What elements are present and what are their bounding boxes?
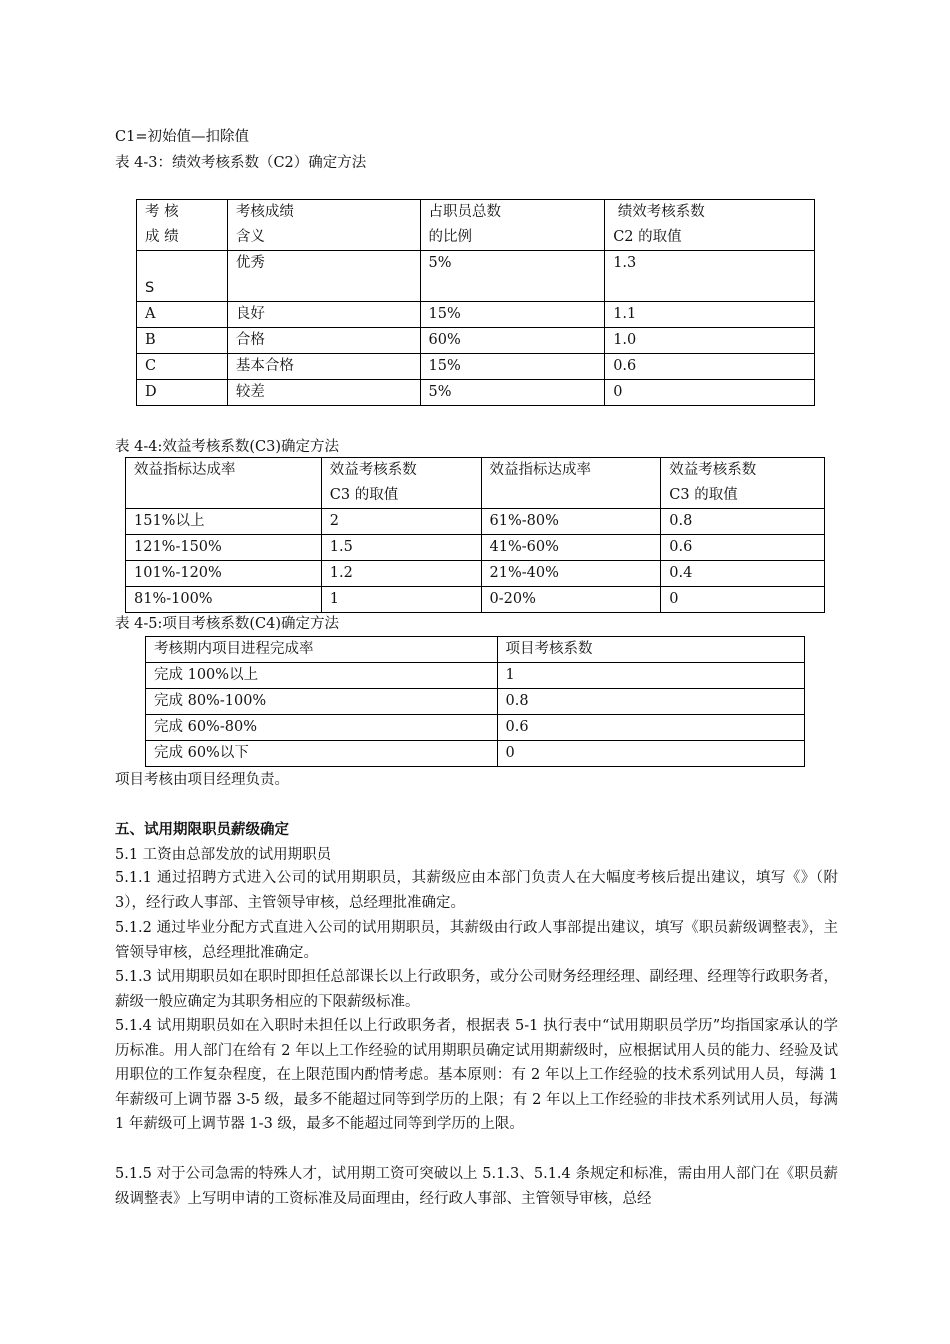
table-row — [137, 328, 815, 354]
table44-caption: 表 4-4:效益考核系数(C3)确定方法 — [115, 439, 339, 455]
table-4-3 — [136, 199, 815, 406]
header-cell: 效益考核系数 C3 的取值 — [661, 458, 825, 509]
coefficient-cell: 0.6 — [661, 535, 825, 561]
grade-cell: C — [137, 354, 228, 380]
paragraph-5-1-1: 5.1.1 通过招聘方式进入公司的试用期职员，其薪级应由本部门负责人在大幅度考核后提出建议，填写《》（附 3），经行政人事部、主管领导审核，总经理批准确定。 — [115, 870, 838, 911]
coefficient-cell: 0.6 — [497, 715, 805, 741]
coefficient-cell: 0.4 — [661, 561, 825, 587]
header-cell: 项目考核系数 — [497, 637, 805, 663]
ratio-cell: 5% — [420, 251, 605, 302]
rate-cell: 151%以上 — [126, 509, 322, 535]
c1-formula: C1=初始值—扣除值 — [115, 129, 249, 145]
table-row — [146, 741, 805, 767]
coefficient-cell: 1.5 — [321, 535, 481, 561]
progress-cell: 完成 80%-100% — [146, 689, 498, 715]
grade-cell: A — [137, 302, 228, 328]
table-row — [146, 663, 805, 689]
table-row — [137, 251, 815, 302]
meaning-cell: 基本合格 — [227, 354, 420, 380]
meaning-cell: 合格 — [227, 328, 420, 354]
table-header-row — [126, 458, 825, 509]
table-header-row — [146, 637, 805, 663]
meaning-cell: 优秀 — [227, 251, 420, 302]
paragraph-5-1: 5.1 工资由总部发放的试用期职员 — [115, 847, 332, 863]
table-row — [146, 715, 805, 741]
table-row — [137, 354, 815, 380]
coefficient-cell: 2 — [321, 509, 481, 535]
table-row — [126, 535, 825, 561]
rate-cell: 81%-100% — [126, 587, 322, 613]
coefficient-cell: 0 — [661, 587, 825, 613]
header-cell: 考核期内项目进程完成率 — [146, 637, 498, 663]
progress-cell: 完成 60%以下 — [146, 741, 498, 767]
header-cell: 效益指标达成率 — [126, 458, 322, 509]
coefficient-cell: 0.8 — [497, 689, 805, 715]
grade-cell: D — [137, 380, 228, 406]
table-row — [126, 561, 825, 587]
paragraph-5-1-4: 5.1.4 试用期职员如在入职时未担任以上行政职务者，根据表 5-1 执行表中“试用期职员学历”均指国家承认的学历标准。用人部门在给有 2 年以上工作经验的试用期职员确定试用期薪级时，应根据试用人员的能力、经验及试用职位的工作复杂程度，在上限范围内酌情考虑。基本原则：有 2 年以上工作经验的技术系列试用人员，每满 1 年薪级可上调节器 3-5 级，最多不能超过同等到学历的上限；有 2 年以上工作经验的非技术系列试用人员，每满 1 年薪级可上调节器 1-3 级，最多不能超过同等到学历的上限。 — [115, 1018, 838, 1133]
section-title: 五、试用期限职员薪级确定 — [115, 822, 289, 838]
ratio-cell: 60% — [420, 328, 605, 354]
paragraph-5-1-5: 5.1.5 对于公司急需的特殊人才，试用期工资可突破以上 5.1.3、5.1.4 条规定和标准，需由用人部门在《职员薪级调整表》上写明申请的工资标准及局面理由，经行政人事部、主管领导审核，总经 — [115, 1166, 838, 1207]
table-header-row — [137, 200, 815, 251]
coefficient-cell: 1.2 — [321, 561, 481, 587]
grade-cell: S — [137, 251, 228, 302]
ratio-cell: 5% — [420, 380, 605, 406]
table-row — [126, 509, 825, 535]
table-row — [146, 689, 805, 715]
coefficient-cell: 1 — [321, 587, 481, 613]
rate-cell: 61%-80% — [481, 509, 661, 535]
rate-cell: 101%-120% — [126, 561, 322, 587]
table-row — [137, 380, 815, 406]
coefficient-cell: 1.1 — [605, 302, 815, 328]
table45-note: 项目考核由项目经理负责。 — [115, 772, 289, 788]
progress-cell: 完成 60%-80% — [146, 715, 498, 741]
meaning-cell: 较差 — [227, 380, 420, 406]
header-cell: 效益考核系数 C3 的取值 — [321, 458, 481, 509]
paragraph-5-1-2: 5.1.2 通过毕业分配方式直进入公司的试用期职员，其薪级由行政人事部提出建议，填写《职员薪级调整表》，主管领导审核，总经理批准确定。 — [115, 920, 838, 961]
table45-caption: 表 4-5:项目考核系数(C4)确定方法 — [115, 616, 339, 632]
header-cell: 考 核 成 绩 — [137, 200, 228, 251]
coefficient-cell: 0.6 — [605, 354, 815, 380]
header-cell: 效益指标达成率 — [481, 458, 661, 509]
rate-cell: 41%-60% — [481, 535, 661, 561]
coefficient-cell: 0.8 — [661, 509, 825, 535]
progress-cell: 完成 100%以上 — [146, 663, 498, 689]
coefficient-cell: 1 — [497, 663, 805, 689]
paragraph-5-1-3: 5.1.3 试用期职员如在职时即担任总部课长以上行政职务，或分公司财务经理经理、副经理、经理等行政职务者，薪级一般应确定为其职务相应的下限薪级标准。 — [115, 969, 838, 1010]
header-cell: 考核成绩 含义 — [227, 200, 420, 251]
ratio-cell: 15% — [420, 302, 605, 328]
table-row — [126, 587, 825, 613]
table-4-5 — [145, 636, 805, 767]
ratio-cell: 15% — [420, 354, 605, 380]
header-cell: 占职员总数 的比例 — [420, 200, 605, 251]
coefficient-cell: 0 — [497, 741, 805, 767]
coefficient-cell: 0 — [605, 380, 815, 406]
rate-cell: 121%-150% — [126, 535, 322, 561]
table-row — [137, 302, 815, 328]
coefficient-cell: 1.3 — [605, 251, 815, 302]
rate-cell: 21%-40% — [481, 561, 661, 587]
grade-cell: B — [137, 328, 228, 354]
rate-cell: 0-20% — [481, 587, 661, 613]
table43-caption: 表 4-3：绩效考核系数（C2）确定方法 — [115, 155, 367, 171]
coefficient-cell: 1.0 — [605, 328, 815, 354]
header-cell: 绩效考核系数 C2 的取值 — [605, 200, 815, 251]
table-4-4 — [125, 457, 825, 613]
meaning-cell: 良好 — [227, 302, 420, 328]
